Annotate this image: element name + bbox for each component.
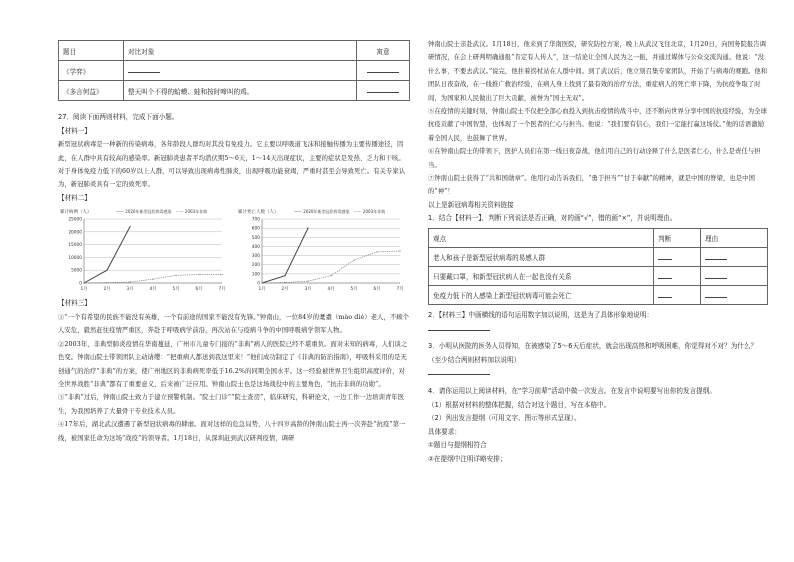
answer-blank[interactable]	[658, 272, 672, 279]
deaths-line-chart	[236, 207, 406, 293]
answer-blank[interactable]	[705, 253, 727, 260]
y-tick-label: 5000	[71, 269, 82, 275]
requirements-title: 具体要求：	[428, 427, 461, 436]
table-cell	[654, 248, 701, 267]
answer-blank[interactable]	[705, 291, 727, 298]
table-row	[429, 286, 768, 305]
material-3-para-4-cont: 钟南山院士亲赴武汉。1月18日，他来到了华南医院，研究防控方案，晚上从武汉飞往北京，1月20日，向国务院报告调研情况，在会上研判明确通报“肯定有人传人”，这一结论让全国人民为之一振，并通过媒体与公众交流沟通。他说：“没什么事，不要去武汉。”说完，他拄着拐杖站在人群中间。到了武汉后，他立刻召集专家团队，开始了与病毒的赛跑。他和团队日夜奋战，在一线推广救治经验，在病人身上找到了最有效的治疗方法，重症病人的死亡率下降，为抗疫争取了时间，为国家和人民做出了巨大贡献，被誉为“国士无双”。	[428, 41, 768, 102]
material-2-title: 【材料二】	[58, 193, 91, 202]
table-header-cell: 对比对象	[124, 41, 357, 61]
x-tick-label: 4月	[149, 287, 157, 293]
table-cell	[357, 61, 410, 81]
y-tick-label: 10000	[68, 256, 82, 262]
question-2: 2．【材料三】中画横线的语句运用数字加以说明，这是为了具体形象地说明：	[428, 311, 654, 320]
answer-line	[428, 323, 768, 337]
table-row	[429, 248, 768, 267]
material-3-para-7: ⑦钟南山院士获得了“共和国勋章”。他用行动告诉我们，“勇于担当”“甘于奉献”的精神，就是中国的脊梁，也是中国的“神”！	[428, 175, 755, 196]
y-tick-label: 20000	[68, 230, 82, 236]
x-tick-label: 2月	[103, 287, 111, 293]
table-cell: 《学弈》	[59, 61, 124, 81]
data-point	[175, 275, 176, 276]
material-3-para-1: ①“一个有希望的民族不能没有英雄，一个有前途的国家不能没有先锋。”钟南山，一位84岁的耄耋（mào dié）老人，不顾个人安危，毅然赶往疫情严重区，奔赴于呼吸病学前沿，再次站在与疫病斗争的中国呼吸病学领军人物。	[58, 314, 410, 335]
table-cell	[654, 286, 701, 305]
data-point	[106, 270, 107, 271]
data-point	[353, 260, 354, 261]
table-header-cell: 判断	[654, 229, 701, 248]
x-tick-label: 5月	[172, 287, 180, 293]
y-tick-label: 700	[251, 217, 260, 223]
data-point	[376, 252, 377, 253]
answer-blank[interactable]	[367, 66, 399, 73]
x-tick-label: 3月	[126, 287, 134, 293]
x-tick-label: 6月	[373, 287, 381, 293]
data-point	[152, 279, 153, 280]
y-tick-label: 0	[257, 281, 260, 287]
y-tick-label: 25000	[68, 217, 82, 223]
table-cell	[124, 61, 357, 81]
y-tick-label: 200	[251, 263, 260, 269]
material-3-para-2: ②2003年，非典型肺炎疫情在华南蔓延，广州市儿童专门接的“非典”病人的医院已经不堪重负。面对未知的病毒，人们谈之色变。钟南山院士带领团队主动请缨：“把重病人都送到我这里来！”他们成功制定了《非典的防治指南》，呼吸科采用的是无创通气的治疗“非典”的方案，使广州地区的非典病死率低于16.2%的同期全国水平。这一经验被世界卫生组织高度评价，对全世界战胜“非典”都有了重要意义，后来被广泛应用。钟南山院士也是这场战役中的主要角色，“抗击非典的功勋”。	[58, 340, 408, 389]
table-header-cell: 理由	[701, 229, 768, 248]
data-point	[129, 282, 130, 283]
y-tick-label: 300	[251, 254, 260, 260]
material-1-text: 新型冠状病毒是一种新的传染病毒，各年龄段人群均对其没有免疫力。它主要以呼吸道飞沫和接触传播为主要传播途径，因此，在人群中具有较高的感染率。新冠肺炎患者平均潜伏期5～6天，1～14天出现症状，主要的症状是发热、乏力和干咳。对于身体免疫力低下的60岁以上人群，可以导致出现病毒性肺炎，出现呼吸功能衰竭，严重时甚至会导致死亡。有关专家认为，新冠肺炎具有一定的致死率。	[58, 141, 406, 189]
table-cell: 免疫力低下的人感染上新型冠状病毒可能会死亡	[429, 286, 654, 305]
answer-blank[interactable]	[658, 253, 672, 260]
table-header-cell: 观点	[429, 229, 654, 248]
x-tick-label: 7月	[218, 287, 226, 293]
material-3-para-6: ⑥在钟南山院士的带领下，医护人员们在第一线日夜奋战，他们用自己的行动诠释了什么是医者仁心，什么是责任与担当。	[428, 148, 761, 169]
cases-line-chart	[58, 207, 228, 293]
left-column	[58, 40, 410, 445]
question-3: 3．小明从医院的医务人员得知，在被感染了5～6天后症状，就会出现高热和呼吸困难，你觉得对不对？为什么？（至少结合两则材料加以说明）	[428, 342, 758, 364]
data-point	[399, 251, 400, 252]
material-1-title: 【材料一】	[58, 126, 91, 135]
answer-line	[428, 367, 768, 381]
data-point	[307, 281, 308, 282]
question-27: 27．阅读下面两则材料，完成下面小题。	[58, 113, 179, 121]
y-tick-label: 15000	[68, 243, 82, 249]
data-point	[106, 283, 107, 284]
table-cell: 《多言何益》	[59, 81, 124, 101]
material-3-title: 【材料三】	[58, 299, 91, 308]
y-tick-label: 0	[79, 281, 82, 287]
judgement-table	[428, 228, 768, 305]
data-point	[307, 228, 308, 229]
y-tick-label: 500	[251, 236, 260, 242]
series-line-covid-2020	[84, 227, 130, 283]
table-row	[59, 61, 410, 81]
material-3-para-5: ⑤在疫情的关键时刻，钟南山院士不仅把全部心血投入到抗击疫情的战斗中，还不断向世界分享中国的抗疫经验，为全球抗疫贡献了中国智慧，也体现了一个医者的仁心与担当。他说：“我们要有信心，我们一定能打赢这场仗。”他的话语激励着全国人民，也鼓舞了世界。	[428, 108, 768, 142]
question-4-part-1: （1）根据对材料的整体把握，结合对这个题目，写在本格中。	[428, 400, 611, 409]
answer-blank[interactable]	[128, 66, 160, 73]
x-tick-label: 4月	[327, 287, 335, 293]
answer-blank[interactable]	[428, 324, 490, 331]
legend-item: —— 2020年新型冠状病毒感染	[294, 209, 350, 215]
data-point	[261, 283, 262, 284]
legend-item: —— 2020年新型冠状病毒感染	[116, 209, 172, 215]
table-cell	[701, 248, 768, 267]
question-4: 4．请你运用以上阅读材料，在“学习前辈”活动中做一次发言。在发言中说明要写出你的发言提纲。	[428, 387, 716, 396]
answer-blank[interactable]	[367, 86, 399, 93]
data-point	[330, 275, 331, 276]
table-header-cell: 寓意	[357, 41, 410, 61]
data-point	[284, 275, 285, 276]
data-point	[129, 226, 130, 227]
table-header-cell: 题目	[59, 41, 124, 61]
x-tick-label: 3月	[304, 287, 312, 293]
material-2-charts	[58, 207, 410, 293]
x-tick-label: 1月	[80, 287, 88, 293]
y-tick-label: 100	[251, 272, 260, 278]
answer-blank[interactable]	[658, 291, 672, 298]
materials-intro: 以上是新冠病毒相关资料链接	[428, 200, 514, 209]
table-row	[59, 81, 410, 101]
table-row	[429, 267, 768, 286]
x-tick-label: 5月	[350, 287, 358, 293]
material-3-para-3: ③“非典”过后，钟南山院士致力于建立预警机制。“院士门诊”“院士查房”，临床研究，科研论文，一边工作一边培训青年医生，为我国培养了大量骨干专业技术人员。	[58, 394, 405, 415]
table-cell: 只要戴口罩，和新型冠状病人在一起也没有关系	[429, 267, 654, 286]
table-header-row	[59, 41, 410, 61]
answer-blank[interactable]	[428, 368, 490, 375]
question-1: 1．结合【材料一】，判断下列说法是否正确，对的画“√”，错的画“×”，并说明理由。	[428, 214, 677, 223]
x-tick-label: 1月	[258, 287, 266, 293]
legend-item: ······ 2003年非典	[354, 209, 386, 215]
material-3-para-4: ④17年后，湖北武汉遭遇了新型冠状病毒的肆虐。面对这样的危急局势，八十四岁高龄的钟南山院士再一次奔赴“抗疫”第一线，被国家任命为这场“战疫”的领导者。1月18日，从深圳赶到武汉研判疫情，调研	[58, 421, 406, 442]
table-cell	[701, 286, 768, 305]
y-axis-label: 累计病例（人）	[60, 210, 92, 216]
answer-blank[interactable]	[705, 272, 727, 279]
x-tick-label: 6月	[195, 287, 203, 293]
data-point	[221, 274, 222, 275]
comparison-table	[58, 40, 410, 101]
x-tick-label: 7月	[396, 287, 404, 293]
x-tick-label: 2月	[281, 287, 289, 293]
data-point	[284, 282, 285, 283]
table-header-row	[429, 229, 768, 248]
data-point	[198, 274, 199, 275]
data-point	[83, 283, 84, 284]
table-cell: 整天叫个不得的蛤蟆、蛙和按时啼叫的鸡。	[124, 81, 357, 101]
right-column	[428, 38, 768, 467]
requirement-1: ①题目与提纲相符合	[428, 441, 487, 450]
requirement-2: ②在提纲中注明详略安排；	[428, 455, 507, 463]
table-cell	[701, 267, 768, 286]
table-cell	[357, 81, 410, 101]
legend-item: ······ 2003年非典	[176, 209, 208, 215]
table-cell	[654, 267, 701, 286]
y-tick-label: 400	[251, 245, 260, 251]
y-axis-label: 累计死亡人数（人）	[238, 210, 279, 216]
y-tick-label: 600	[251, 227, 260, 233]
question-4-part-2: （2）列出发言提纲（可用文字、图示等形式呈现）。	[428, 414, 581, 423]
table-cell: 老人和孩子是新型冠状病毒的易感人群	[429, 248, 654, 267]
